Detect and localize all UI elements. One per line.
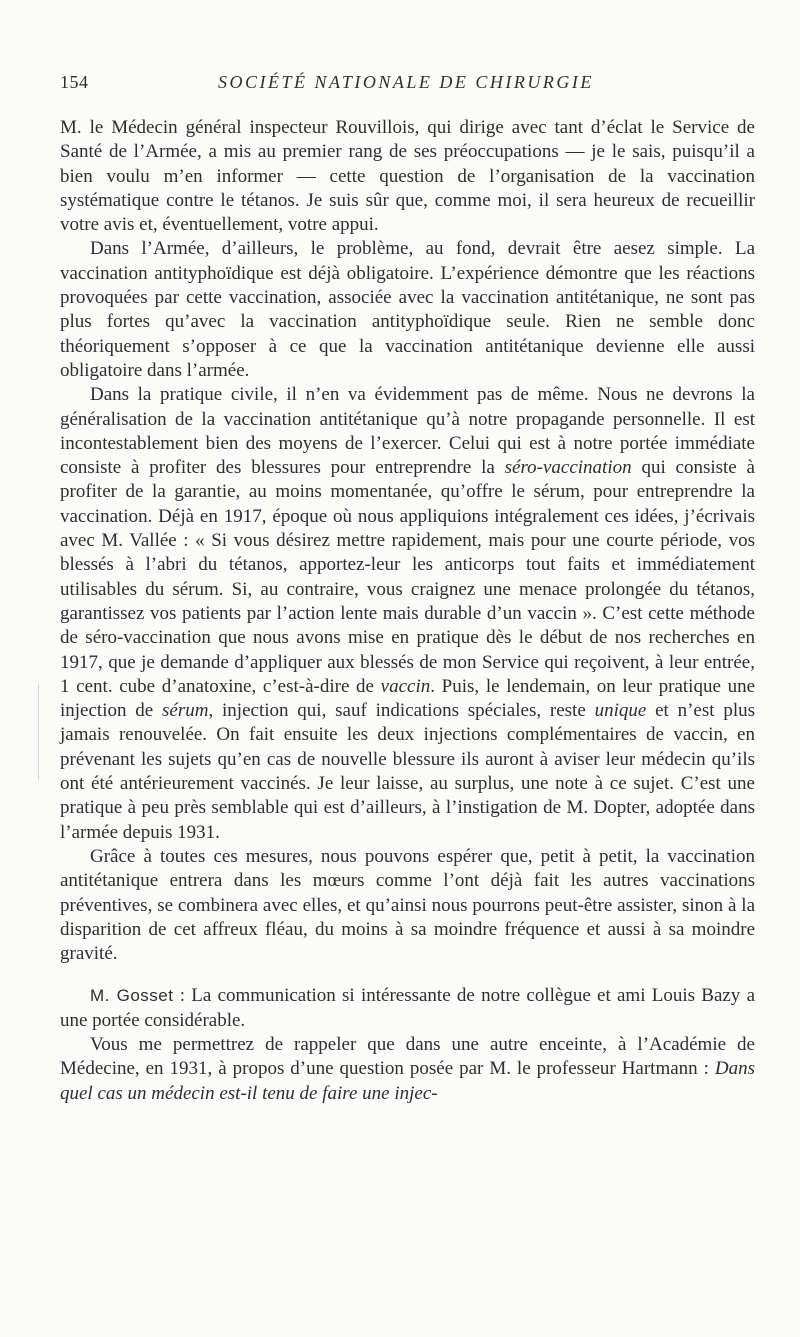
- text-run: : La communication si intéressante de notre collègue et ami Louis Bazy a une portée considérable.: [60, 985, 756, 1031]
- section-gap: [60, 966, 755, 984]
- text-run: qui consiste à profiter de la garantie, au moins momentanée, qu’offre le sérum, pour entreprendre la vaccination. Déjà en 1917, époque où nous appliquions intégralement ces idées, j’écrivais avec M. Vallée : « Si vous désirez mettre rapidement, mais pour une courte période, vos blessés à l’abri du tétanos, apportez-leur les anticorps tout faits et immédiatement utilisables du sérum. Si, au contraire, vous craignez une menace prolongée du tétanos, garantissez vos patients par l’action lente mais durable d’un vaccin ». C’est cette méthode de séro-vaccination que nous avons mise en pratique dès le début de nos recherches en 1917, que je demande d’appliquer aux blessés de mon Service qui reçoivent, à leur entrée, 1 cent. cube d’anatoxine, c’est-à-dire de: [60, 457, 755, 697]
- body-text: [60, 116, 755, 1106]
- text-run: . Puis, le lendemain, on leur pratique une injection de: [60, 675, 755, 722]
- italic-term: séro-vaccination: [504, 457, 632, 479]
- text-run: , injection qui, sauf indications spéciales, reste: [208, 700, 595, 722]
- italic-term: sérum: [162, 700, 209, 722]
- paragraph-4: Grâce à toutes ces mesures, nous pouvons espérer que, petit à petit, la vaccination antitétanique entrera dans les mœurs comme l’ont déjà fait les autres vaccinations préventives, se combinera avec elles, et qu’ainsi nous pourrons peut-être assister, sinon à la disparition de cet affreux fléau, du moins à sa moindre fréquence et aussi à sa moindre gravité.: [60, 845, 755, 965]
- paragraph-2: Dans l’Armée, d’ailleurs, le problème, au fond, devrait être aesez simple. La vaccination antityphoïdique est déjà obligatoire. L’expérience démontre que les réactions provoquées par cette vaccination, associée avec la vaccination antitétanique, ne sont pas plus fortes qu’avec la vaccination antityphoïdique seule. Rien ne semble donc théoriquement s’opposer à ce que la vaccination antitétanique devienne elle aussi obligatoire dans l’armée.: [60, 238, 755, 381]
- italic-quote: Dans quel cas un médecin est-il tenu de faire une injec-: [60, 1058, 755, 1104]
- speaker-name: M. Gosset: [90, 986, 174, 1006]
- text-run: Dans la pratique civile, il n’en va évidemment pas de même. Nous ne devrons la généralisation de la vaccination antitétanique qu’à notre propagande personnelle. Il est incontestablement bien des moyens de l’exercer. Celui qui est à notre portée immédiate consiste à profiter des blessures pour entreprendre la: [60, 384, 755, 479]
- italic-term: vaccin: [380, 675, 431, 697]
- paragraph-5: [60, 984, 755, 1033]
- italic-term: unique: [594, 700, 647, 722]
- text-run: et n’est plus jamais renouvelée. On fait ensuite les deux injections complémentaires de vaccin, en prévenant les sujets qu’en cas de nouvelle blessure ils auront à aviser leur médecin qu’ils ont été antérieurement vaccinés. Je leur laisse, au surplus, une note à ce sujet. C’est une pratique à peu près semblable qui est d’ailleurs, à l’instigation de M. Dopter, adoptée dans l’armée depuis 1931.: [60, 700, 755, 843]
- running-head: SOCIÉTÉ NATIONALE DE CHIRURGIE: [218, 72, 594, 92]
- paragraph-3: [60, 383, 755, 845]
- page-number: 154: [60, 72, 89, 92]
- paragraph-6: [60, 1033, 755, 1106]
- page-header: [60, 72, 760, 96]
- paragraph-1: M. le Médecin général inspecteur Rouvillois, qui dirige avec tant d’éclat le Service de Santé de l’Armée, a mis au premier rang de ses préoccupations — je le sais, puisqu’il a bien voulu m’en informer — cette question de l’organisation de la vaccination systématique contre le tétanos. Je suis sûr que, comme moi, il sera heureux de recueillir votre avis et, éventuellement, votre appui.: [60, 117, 755, 236]
- text-run: Vous me permettrez de rappeler que dans une autre enceinte, à l’Académie de Médecine, en 1931, à propos d’une question posée par M. le professeur Hartmann :: [60, 1033, 755, 1080]
- margin-mark: [38, 684, 39, 780]
